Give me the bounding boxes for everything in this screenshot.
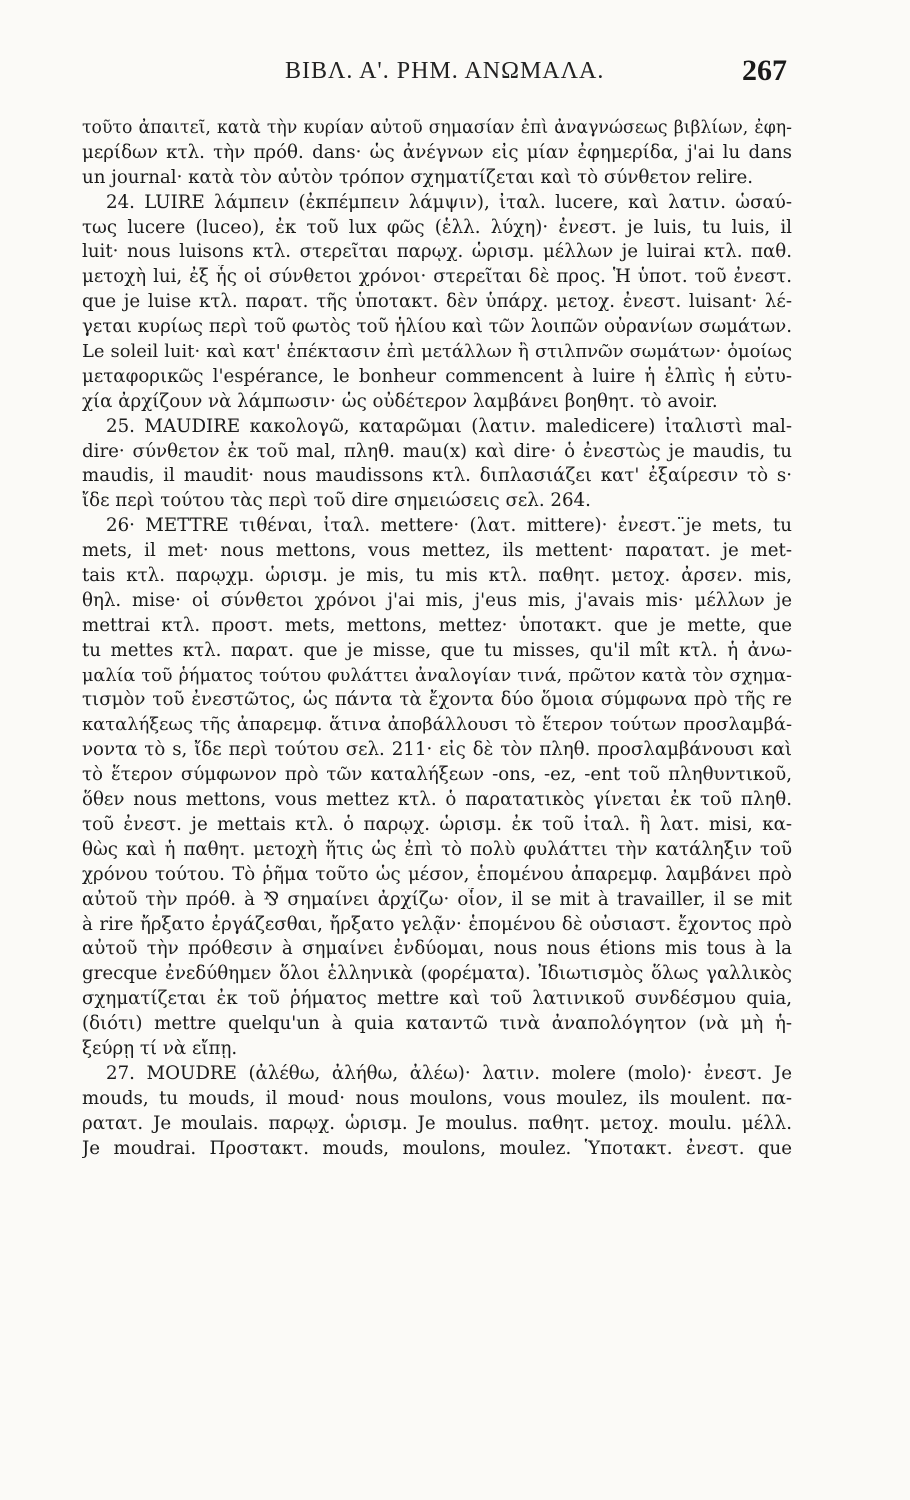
text-line: ξεύρῃ τί νὰ εἴπῃ. [82, 1037, 238, 1059]
text-line: un journal· κατὰ τὸν αὐτὸν τρόπον σχηματίζεται καὶ τὸ σύνθετον relire. [82, 166, 753, 188]
text-line: 26· METTRE τιθέναι, ἰταλ. mettere· (λατ. mittere)· ἐνεστ.¨je mets, tu [106, 515, 792, 537]
text-line: μετοχὴ lui, ἐξ ἧς οἱ σύνθετοι χρόνοι· στερεῖται δὲ προς. Ἡ ὑποτ. τοῦ ἐνεστ. [82, 266, 792, 288]
text-line: μεταφορικῶς l'espérance, le bonheur commencent à luire ἡ ἐλπὶς ἡ εὐτυ- [82, 365, 792, 387]
text-line: μερίδων κτλ. τὴν πρόθ. dans· ὡς ἀνέγνων εἰς μίαν ἐφημερίδα, j'ai lu dans [82, 141, 792, 163]
page-number: 267 [742, 54, 787, 87]
text-line: θὼς καὶ ἡ παθητ. μετοχὴ ἥτις ὡς ἐπὶ τὸ πολὺ φυλάττει τὴν κατάληξιν τοῦ [82, 838, 792, 860]
text-line: maudis, il maudit· nous maudissons κτλ. διπλασιάζει κατ' ἐξαίρεσιν τὸ s· [82, 465, 792, 487]
text-line: μαλία τοῦ ῥήματος τούτου φυλάττει ἀναλογίαν τινά, πρῶτον κατὰ τὸν σχημα- [82, 665, 792, 686]
text-line: que je luise κτλ. παρατ. τῆς ὑποτακτ. δὲν ὑπάρχ. μετοχ. ἐνεστ. luisant· λέ- [82, 291, 792, 313]
text-line: Le soleil luit· καὶ κατ' ἐπέκτασιν ἐπὶ μετάλλων ἢ στιλπνῶν σωμάτων· ὁμοίως [82, 341, 792, 363]
running-title: ΒΙΒΛ. Α'. ΡΗΜ. ΑΝΩΜΑΛΑ. [285, 58, 605, 84]
text-line: dire· σύνθετον ἐκ τοῦ mal, πληθ. mau(x) καὶ dire· ὁ ἐνεστὼς je maudis, tu [82, 440, 792, 462]
text-line: Je moudrai. Προστακτ. mouds, moulons, moulez. Ὑποτακτ. ἐνεστ. que [82, 1137, 792, 1159]
text-line: τως lucere (luceo), ἐκ τοῦ lux φῶς (ἑλλ. λύχη)· ἐνεστ. je luis, tu luis, il [82, 216, 792, 238]
text-line: à rire ἤρξατο ἐργάζεσθαι, ἤρξατο γελᾷν· ἑπομένου δὲ οὐσιαστ. ἔχοντος πρὸ [82, 913, 792, 935]
text-line: τοῦτο ἀπαιτεῖ, κατὰ τὴν κυρίαν αὐτοῦ σημασίαν ἐπὶ ἀναγνώσεως βιβλίων, ἐφη- [82, 118, 792, 138]
text-line: νοντα τὸ s, ἴδε περὶ τούτου σελ. 211· εἰς δὲ τὸν πληθ. προσλαμβάνουσι καὶ [82, 739, 792, 761]
text-line: χρόνου τούτου. Τὸ ῥῆμα τοῦτο ὡς μέσον, ἑπομένου ἀπαρεμφ. λαμβάνει πρὸ [82, 863, 792, 885]
text-line: σχηματίζεται ἐκ τοῦ ῥήματος mettre καὶ τοῦ λατινικοῦ συνδέσμου quia, [82, 988, 792, 1010]
text-line: luit· nous luisons κτλ. στερεῖται παρῳχ. ὡρισμ. μέλλων je luirai κτλ. παθ. [82, 241, 792, 263]
text-line: tais κτλ. παρῳχμ. ὡρισμ. je mis, tu mis κτλ. παθητ. μετοχ. ἀρσεν. mis, [82, 565, 792, 587]
text-line: αὐτοῦ τὴν πρόθεσιν à σημαίνει ἐνδύομαι, nous nous étions mis tous à la [82, 938, 792, 960]
text-line: τὸ ἕτερον σύμφωνον πρὸ τῶν καταλήξεων -ons, -ez, -ent τοῦ πληθυντικοῦ, [82, 764, 792, 786]
text-line: ἴδε περὶ τούτου τὰς περὶ τοῦ dire σημειώσεις σελ. 264. [82, 490, 591, 512]
text-line: mets, il met· nous mettons, vous mettez, ils mettent· παρατατ. je met- [82, 540, 792, 562]
text-line: 24. LUIRE λάμπειν (ἐκπέμπειν λάμψιν), ἰταλ. lucere, καὶ λατιν. ὡσαύ- [106, 191, 792, 213]
text-line: τισμὸν τοῦ ἐνεστῶτος, ὡς πάντα τὰ ἔχοντα δύο ὅμοια σύμφωνα πρὸ τῆς re [82, 689, 792, 711]
text-line: grecque ἐνεδύθημεν ὅλοι ἑλληνικὰ (φορέματα). Ἰδιωτισμὸς ὅλως γαλλικὸς [82, 963, 792, 985]
text-body [82, 116, 792, 1161]
text-line: ρατατ. Je moulais. παρῳχ. ὡρισμ. Je moulus. παθητ. μετοχ. moulu. μέλλ. [82, 1112, 792, 1134]
running-header [0, 54, 910, 98]
text-line: αὐτοῦ τὴν πρόθ. à ⅋ σημαίνει ἀρχίζω· οἷον, il se mit à travailler, il se mit [82, 888, 792, 910]
text-line: (διότι) mettre quelqu'un à quia καταντῶ τινὰ ἀναπολόγητον (νὰ μὴ ἡ- [82, 1013, 792, 1035]
text-line: χία ἀρχίζουν νὰ λάμπωσιν· ὡς οὐδέτερον λαμβάνει βοηθητ. τὸ avoir. [82, 390, 718, 412]
text-line: τοῦ ἐνεστ. je mettais κτλ. ὁ παρῳχ. ὡρισμ. ἐκ τοῦ ἰταλ. ἢ λατ. misi, κα- [82, 813, 792, 835]
text-line: mettrai κτλ. προστ. mets, mettons, mettez· ὑποτακτ. que je mette, que [82, 614, 792, 636]
text-line: mouds, tu mouds, il moud· nous moulons, vous moulez, ils moulent. πα- [82, 1087, 792, 1109]
text-line: 25. MAUDIRE κακολογῶ, καταρῶμαι (λατιν. maledicere) ἰταλιστὶ mal- [106, 415, 792, 437]
text-line: θηλ. mise· οἱ σύνθετοι χρόνοι j'ai mis, j'eus mis, j'avais mis· μέλλων je [82, 589, 792, 611]
text-line: 27. MOUDRE (ἀλέθω, ἀλήθω, ἀλέω)· λατιν. molere (molo)· ἐνεστ. Je [106, 1062, 792, 1084]
text-line: ὅθεν nous mettons, vous mettez κτλ. ὁ παρατατικὸς γίνεται ἐκ τοῦ πληθ. [82, 789, 792, 811]
text-line: γεται κυρίως περὶ τοῦ φωτὸς τοῦ ἡλίου καὶ τῶν λοιπῶν οὐρανίων σωμάτων. [82, 316, 792, 338]
text-line: tu mettes κτλ. παρατ. que je misse, que tu misses, qu'il mît κτλ. ἡ ἀνω- [82, 639, 792, 661]
text-line: καταλήξεως τῆς ἀπαρεμφ. ἅτινα ἀποβάλλουσι τὸ ἕτερον τούτων προσλαμβά- [82, 714, 792, 736]
